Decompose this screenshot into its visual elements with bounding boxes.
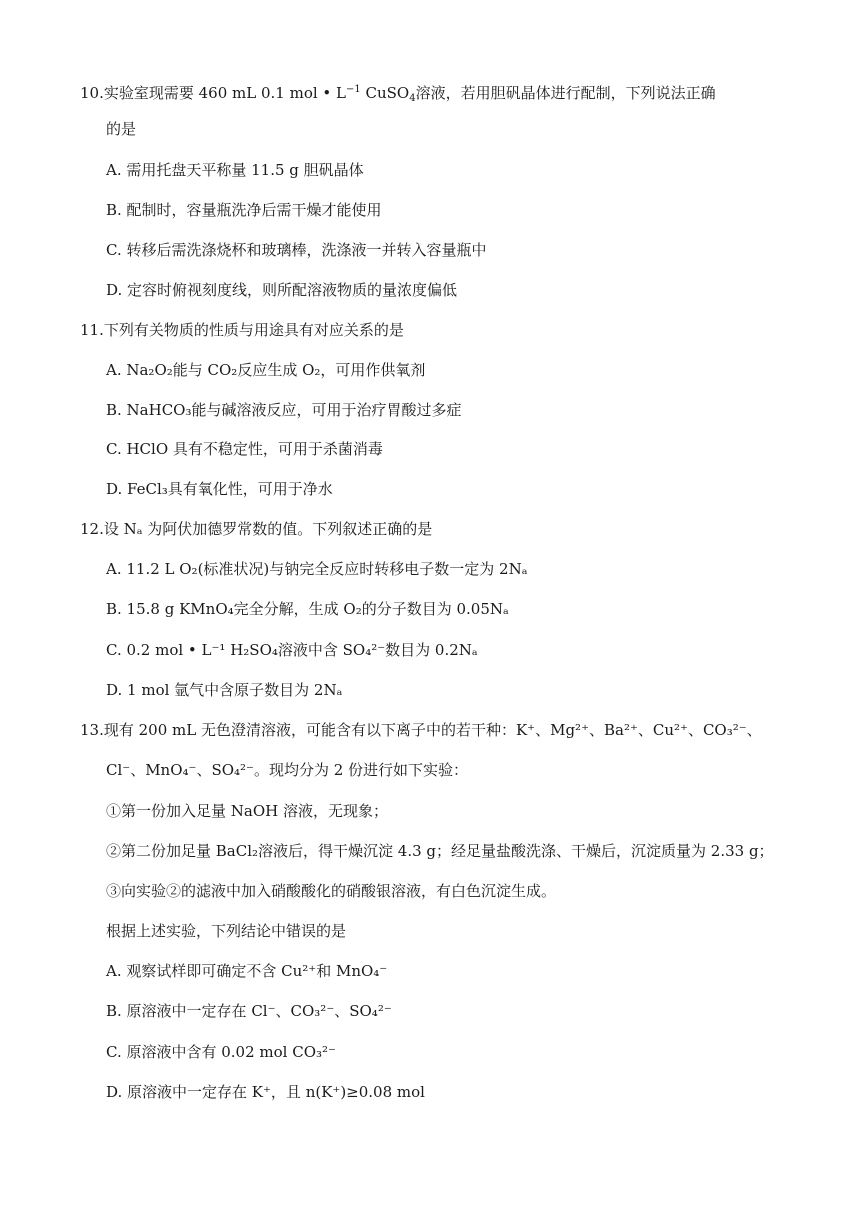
q10-option-c: C. 转移后需洗涤烧杯和玻璃棒，洗涤液一并转入容量瓶中 bbox=[106, 241, 487, 259]
q13-step2: ②第二份加足量 BaCl₂溶液后，得干燥沉淀 4.3 g；经足量盐酸洗涤、干燥后，沉淀质量为 2.33 g； bbox=[106, 842, 774, 860]
q13-step1: ①第一份加入足量 NaOH 溶液，无现象； bbox=[106, 802, 388, 820]
q11-option-b: B. NaHCO₃能与碱溶液反应，可用于治疗胃酸过多症 bbox=[106, 401, 462, 419]
q13-stem-line1: 13.现有 200 mL 无色澄清溶液，可能含有以下离子中的若干种：K⁺、Mg²⁺、Ba²⁺、Cu²⁺、CO₃²⁻、 bbox=[80, 721, 762, 739]
q10-option-d: D. 定容时俯视刻度线，则所配溶液物质的量浓度偏低 bbox=[106, 281, 458, 299]
q10-subscript: 4 bbox=[409, 93, 416, 104]
q13-option-d: D. 原溶液中一定存在 K⁺，且 n(K⁺)≥0.08 mol bbox=[106, 1083, 425, 1101]
q13-stem-line2: Cl⁻、MnO₄⁻、SO₄²⁻。现均分为 2 份进行如下实验： bbox=[106, 761, 469, 779]
q13-option-c: C. 原溶液中含有 0.02 mol CO₃²⁻ bbox=[106, 1043, 336, 1061]
q11-option-d: D. FeCl₃具有氧化性，可用于净水 bbox=[106, 480, 333, 498]
q12-option-c: C. 0.2 mol • L⁻¹ H₂SO₄溶液中含 SO₄²⁻数目为 0.2Nₐ bbox=[106, 641, 478, 659]
q12-option-d: D. 1 mol 氩气中含原子数目为 2Nₐ bbox=[106, 681, 343, 699]
q13-question: 根据上述实验，下列结论中错误的是 bbox=[106, 922, 347, 940]
q10-stem-line1 bbox=[80, 79, 716, 104]
q11-option-c: C. HClO 具有不稳定性，可用于杀菌消毒 bbox=[106, 440, 383, 458]
q10-formula: CuSO bbox=[360, 84, 410, 102]
q13-step3: ③向实验②的滤液中加入硝酸酸化的硝酸银溶液，有白色沉淀生成。 bbox=[106, 882, 557, 900]
q10-option-b: B. 配制时，容量瓶洗净后需干燥才能使用 bbox=[106, 201, 382, 219]
q10-superscript: −1 bbox=[346, 84, 361, 95]
q10-stem-text: 10.实验室现需要 460 mL 0.1 mol • L bbox=[80, 84, 346, 102]
q10-stem-text-end: 溶液，若用胆矾晶体进行配制，下列说法正确 bbox=[415, 84, 716, 102]
q10-stem-line2: 的是 bbox=[106, 120, 137, 138]
q12-stem: 12.设 Nₐ 为阿伏加德罗常数的值。下列叙述正确的是 bbox=[80, 520, 433, 538]
q10-option-a: A. 需用托盘天平称量 11.5 g 胆矾晶体 bbox=[106, 161, 364, 179]
q12-option-a: A. 11.2 L O₂(标准状况)与钠完全反应时转移电子数一定为 2Nₐ bbox=[106, 560, 528, 578]
q11-stem: 11.下列有关物质的性质与用途具有对应关系的是 bbox=[80, 321, 404, 339]
q12-option-b: B. 15.8 g KMnO₄完全分解，生成 O₂的分子数目为 0.05Nₐ bbox=[106, 600, 509, 618]
q13-option-a: A. 观察试样即可确定不含 Cu²⁺和 MnO₄⁻ bbox=[106, 962, 388, 980]
q13-option-b: B. 原溶液中一定存在 Cl⁻、CO₃²⁻、SO₄²⁻ bbox=[106, 1002, 392, 1020]
q11-option-a: A. Na₂O₂能与 CO₂反应生成 O₂，可用作供氧剂 bbox=[106, 361, 426, 379]
